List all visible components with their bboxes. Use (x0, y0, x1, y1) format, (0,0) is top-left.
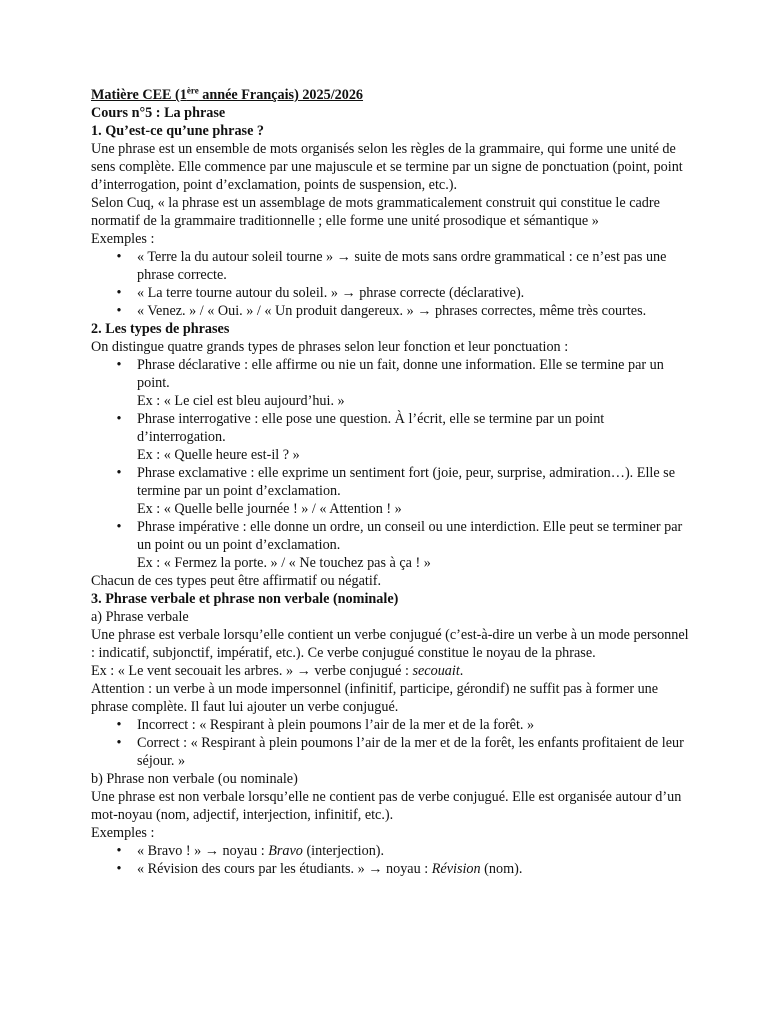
list-item: • Correct : « Respirant à plein poumons l’air de la mer et de la forêt, les enfants profitaient de leur séjour. » (91, 734, 689, 770)
subsection-b-examples-label: Exemples : (91, 825, 155, 841)
subsection-b-label: b) Phrase non verbale (ou nominale) (91, 771, 298, 787)
sentence-types-list (91, 356, 689, 572)
bullet-icon: • (116, 717, 122, 733)
bullet-icon: • (116, 249, 122, 265)
list-item: • « Venez. » / « Oui. » / « Un produit dangereux. » → phrases correctes, même très courtes. (91, 302, 689, 320)
subsection-a-label: a) Phrase verbale (91, 609, 189, 625)
subsection-a-paragraph-1: Une phrase est verbale lorsqu’elle contient un verbe conjugué (c’est-à-dire un verbe à un mode personnel : indicatif, subjonctif, impératif, etc.). Ce verbe conjugué constitue le noyau de la phrase. (91, 627, 689, 661)
bullet-icon: • (116, 411, 122, 427)
list-item: • « Révision des cours par les étudiants. » → noyau : Révision (nom). (91, 860, 689, 878)
list-item: • « Bravo ! » → noyau : Bravo (interjection). (91, 842, 689, 860)
document-title: Matière CEE (1ère année Français) 2025/2026 (91, 85, 364, 103)
section-2-heading: 2. Les types de phrases (91, 321, 230, 337)
section-1-examples-label: Exemples : (91, 231, 155, 247)
bullet-icon: • (116, 843, 122, 859)
list-item: • « Terre la du autour soleil tourne » → suite de mots sans ordre grammatical : ce n’est pas une phrase correcte. (91, 248, 689, 284)
bullet-icon: • (116, 861, 122, 877)
section-1-heading: 1. Qu’est-ce qu’une phrase ? (91, 123, 265, 139)
course-title: Cours n°5 : La phrase (91, 105, 226, 121)
section-2-outro: Chacun de ces types peut être affirmatif ou négatif. (91, 573, 382, 589)
section-3-heading: 3. Phrase verbale et phrase non verbale (nominale) (91, 591, 399, 607)
section-1-paragraph-1: Une phrase est un ensemble de mots organisés selon les règles de la grammaire, qui forme une unité de sens complète. Elle commence par une majuscule et se termine par un signe de ponctuation (point, point d’interrogation, point d’exclamation, points de suspension, etc.). (91, 141, 683, 193)
subsection-a-list (91, 716, 689, 770)
list-item: • Phrase impérative : elle donne un ordre, un conseil ou une interdiction. Elle peut se terminer par un point ou un point d’exclamation. Ex : « Fermez la porte. » / « Ne touchez pas à ça ! » (91, 518, 689, 572)
section-1-paragraph-2: Selon Cuq, « la phrase est un assemblage de mots grammaticalement construit qui constitue le cadre normatif de la grammaire traditionnelle ; elle forme une unité prosodique et sémantique » (91, 195, 660, 229)
bullet-icon: • (116, 519, 122, 535)
list-item: • Phrase interrogative : elle pose une question. À l’écrit, elle se termine par un point d’interrogation. Ex : « Quelle heure est-il ? » (91, 410, 689, 464)
list-item: • Phrase déclarative : elle affirme ou nie un fait, donne une information. Elle se termine par un point. Ex : « Le ciel est bleu aujourd’hui. » (91, 356, 689, 410)
list-item: • « La terre tourne autour du soleil. » → phrase correcte (déclarative). (91, 284, 689, 302)
bullet-icon: • (116, 357, 122, 373)
section-1-examples-list (91, 248, 689, 320)
document-content (91, 86, 689, 878)
subsection-b-paragraph-1: Une phrase est non verbale lorsqu’elle ne contient pas de verbe conjugué. Elle est organisée autour d’un mot-noyau (nom, adjectif, interjection, infinitif, etc.). (91, 789, 682, 823)
subsection-b-list (91, 842, 689, 878)
list-item: • Phrase exclamative : elle exprime un sentiment fort (joie, peur, surprise, admiration…). Elle se termine par un point d’exclamation. Ex : « Quelle belle journée ! » / « Attention ! » (91, 464, 689, 518)
section-2-intro: On distingue quatre grands types de phrases selon leur fonction et leur ponctuation : (91, 339, 569, 355)
subsection-a-example: Ex : « Le vent secouait les arbres. » → verbe conjugué : secouait. (91, 663, 464, 679)
bullet-icon: • (116, 303, 122, 319)
subsection-a-paragraph-2: Attention : un verbe à un mode impersonnel (infinitif, participe, gérondif) ne suffit pas à former une phrase complète. Il faut lui ajouter un verbe conjugué. (91, 681, 659, 715)
bullet-icon: • (116, 735, 122, 751)
bullet-icon: • (116, 465, 122, 481)
list-item: • Incorrect : « Respirant à plein poumons l’air de la mer et de la forêt. » (91, 716, 689, 734)
bullet-icon: • (116, 285, 122, 301)
